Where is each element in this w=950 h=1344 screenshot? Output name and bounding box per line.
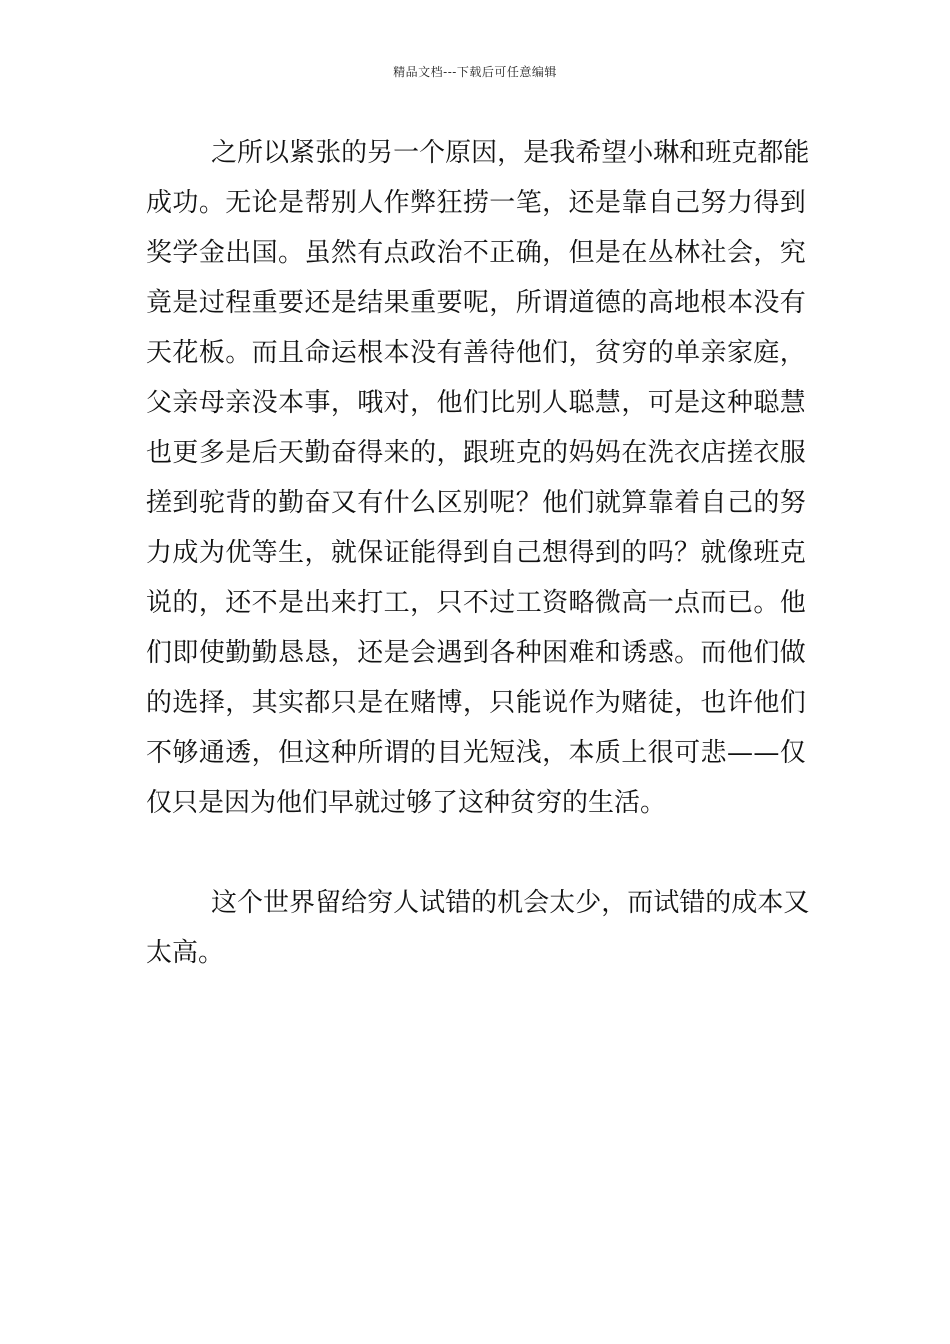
text-line: 奖 学 金 出 国 。 虽 然 有 点 政 治 不 正 确 ， 但 是 在 丛 林 社 会 ， 究 [146, 238, 806, 268]
text-line: 不 够 通 透 ， 但 这 种 所 谓 的 目 光 短 浅 ， 本 质 上 很 可 悲 — — 仅 [146, 738, 806, 768]
text-line: 父 亲 母 亲 没 本 事 ， 哦 对 ， 他 们 比 别 人 聪 慧 ， 可 是 这 种 聪 慧 [146, 388, 806, 418]
text-line: 也 更 多 是 后 天 勤 奋 得 来 的 ， 跟 班 克 的 妈 妈 在 洗 衣 店 搓 衣 服 [146, 438, 806, 468]
text-line: 说 的 ， 还 不 是 出 来 打 工 ， 只 不 过 工 资 略 微 高 一 点 而 已 。 他 [146, 588, 806, 618]
paragraph [146, 128, 810, 828]
text-line: 的 选 择 ， 其 实 都 只 是 在 赌 博 ， 只 能 说 作 为 赌 徒 ， 也 许 他 们 [146, 688, 806, 718]
page-header: 精品文档---下载后可任意编辑 [393, 65, 557, 79]
paragraph [146, 878, 810, 978]
text-line: 仅只是因为他们早就过够了这种贫穷的生活。 [146, 788, 667, 818]
text-line: 天 花 板 。 而 且 命 运 根 本 没 有 善 待 他 们 ， 贫 穷 的 单 亲 家 庭 ， [146, 338, 806, 368]
text-line: 太高。 [146, 938, 225, 968]
text-line: 这 个 世 界 留 给 穷 人 试 错 的 机 会 太 少 ， 而 试 错 的 成 本 又 [211, 888, 810, 918]
body-text [146, 128, 810, 978]
text-line: 力 成 为 优 等 生 ， 就 保 证 能 得 到 自 己 想 得 到 的 吗 ？ 就 像 班 克 [146, 538, 806, 568]
text-line: 之 所 以 紧 张 的 另 一 个 原 因 ， 是 我 希 望 小 琳 和 班 克 都 能 [211, 138, 810, 168]
text-line: 们 即 使 勤 勤 恳 恳 ， 还 是 会 遇 到 各 种 困 难 和 诱 惑 。 而 他 们 做 [146, 638, 806, 668]
text-line: 竟 是 过 程 重 要 还 是 结 果 重 要 呢 ， 所 谓 道 德 的 高 地 根 本 没 有 [146, 288, 806, 318]
text-line: 成 功 。 无 论 是 帮 别 人 作 弊 狂 捞 一 笔 ， 还 是 靠 自 己 努 力 得 到 [146, 188, 806, 218]
paragraph-gap [146, 828, 806, 878]
text-line: 搓 到 驼 背 的 勤 奋 又 有 什 么 区 别 呢 ？ 他 们 就 算 靠 着 自 己 的 努 [146, 488, 806, 518]
